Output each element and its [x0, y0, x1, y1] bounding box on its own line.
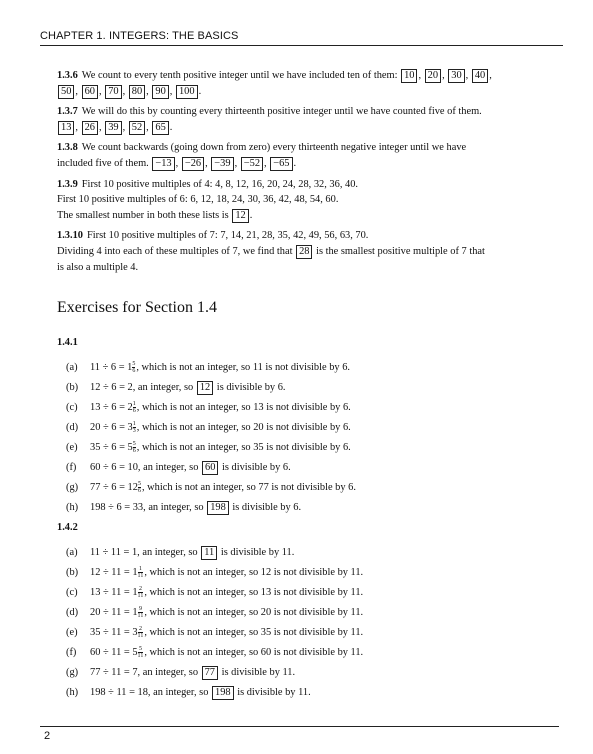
solution-block — [57, 228, 559, 275]
text-run: , — [234, 157, 240, 169]
boxed-answer: 77 — [202, 666, 218, 680]
problem-number: 1.3.6 — [57, 70, 78, 81]
text-run: is divisible by 11. — [234, 687, 311, 699]
fraction — [133, 421, 136, 434]
text-run: We count to every tenth positive integer until we have included ten of them: — [81, 70, 401, 81]
boxed-answer: 40 — [472, 69, 488, 83]
text-run: 198 ÷ 6 = 33, an integer, so — [90, 502, 207, 514]
text-run: , which is not an integer, so 13 is not divisible by 11. — [144, 587, 364, 599]
item-label: (c) — [66, 402, 78, 414]
fraction-numerator: 1 — [138, 566, 142, 573]
text-run: , which is not an integer, so 77 is not divisible by 6. — [141, 482, 356, 494]
boxed-answer: 198 — [207, 501, 229, 515]
text-run: is divisible by 11. — [219, 667, 296, 679]
text-run: 35 ÷ 6 = 5 — [90, 442, 133, 454]
page-number: 2 — [44, 730, 51, 742]
fraction — [138, 481, 141, 494]
item-label: (a) — [66, 362, 78, 374]
text-run: We count backwards (going down from zero) every thirteenth negative integer until we have — [81, 142, 467, 154]
text-run: , — [146, 121, 152, 133]
solutions-list — [57, 68, 559, 275]
text-run: , — [122, 85, 128, 97]
text-run: . — [293, 157, 297, 169]
fraction-denominator: 11 — [137, 593, 144, 600]
solution-line — [57, 208, 559, 224]
text-run: 77 ÷ 6 = 12 — [90, 482, 138, 494]
exercise-item — [66, 358, 559, 378]
fraction — [138, 586, 144, 599]
boxed-answer: −65 — [270, 157, 292, 171]
fraction-numerator: 5 — [132, 361, 136, 368]
exercise-number: 1.4.1 — [57, 337, 78, 349]
text-run: 11 ÷ 6 = 1 — [90, 362, 133, 374]
boxed-answer: 26 — [82, 121, 98, 135]
exercise-item — [66, 438, 559, 458]
text-run: . — [198, 85, 202, 97]
solution-line — [57, 192, 559, 208]
boxed-answer: 198 — [212, 686, 234, 700]
fraction-denominator: 11 — [137, 653, 144, 660]
text-run: , — [465, 70, 471, 81]
text-run: is also a multiple 4. — [57, 261, 139, 273]
text-run: The smallest number in both these lists is — [57, 209, 232, 221]
text-run: , — [75, 85, 81, 97]
text-run: , — [169, 85, 175, 97]
text-run: , — [75, 121, 81, 133]
text-run: , which is not an integer, so 35 is not divisible by 11. — [144, 627, 364, 639]
exercise-item — [66, 378, 559, 398]
item-label: (f) — [66, 647, 77, 659]
fraction — [133, 441, 136, 454]
exercise-item — [66, 458, 559, 478]
item-label: (e) — [66, 627, 78, 639]
text-run: We will do this by counting every thirteenth positive integer until we have counted five of them. — [81, 106, 482, 118]
boxed-answer: 60 — [202, 461, 218, 475]
text-run: , — [205, 157, 211, 169]
item-label: (d) — [66, 607, 79, 619]
boxed-answer: 13 — [58, 121, 74, 135]
solution-line — [57, 228, 559, 244]
boxed-answer: 30 — [448, 69, 464, 83]
boxed-answer: 65 — [152, 121, 168, 135]
solution-line — [57, 104, 559, 120]
text-run: First 10 positive multiples of 4: 4, 8, 12, 16, 20, 24, 28, 32, 36, 40. — [81, 178, 359, 190]
chapter-header: CHAPTER 1. INTEGERS: THE BASICS — [40, 30, 563, 46]
text-run: , — [146, 85, 152, 97]
text-run: . — [249, 209, 253, 221]
text-run: 35 ÷ 11 = 3 — [90, 627, 138, 639]
problem-number: 1.3.9 — [57, 178, 78, 190]
fraction-numerator: 5 — [137, 481, 141, 488]
fraction-numerator: 1 — [132, 421, 136, 428]
section-title: Exercises for Section 1.4 — [57, 299, 217, 317]
boxed-answer: 20 — [425, 69, 441, 83]
problem-number: 1.3.10 — [57, 230, 83, 242]
item-label: (c) — [66, 587, 78, 599]
boxed-answer: 80 — [129, 85, 145, 99]
exercise-items — [66, 358, 559, 518]
boxed-answer: −52 — [241, 157, 263, 171]
solution-line — [57, 260, 559, 276]
item-label: (e) — [66, 442, 78, 454]
solution-block — [57, 140, 559, 171]
text-run: , — [418, 70, 424, 81]
text-run: First 10 positive multiples of 7: 7, 14, 21, 28, 35, 42, 49, 56, 63, 70. — [86, 230, 369, 242]
exercise-item — [66, 543, 559, 563]
exercise-item — [66, 663, 559, 683]
boxed-answer: 60 — [82, 85, 98, 99]
text-run: , — [122, 121, 128, 133]
text-run: 13 ÷ 6 = 2 — [90, 402, 133, 414]
fraction-numerator: 5 — [132, 441, 136, 448]
solution-line — [57, 140, 559, 156]
boxed-answer: −26 — [182, 157, 204, 171]
text-run: 60 ÷ 11 = 5 — [90, 647, 138, 659]
exercise-item — [66, 498, 559, 518]
solution-block — [57, 68, 559, 99]
text-run: 11 ÷ 11 = 1, an integer, so — [90, 547, 201, 559]
item-label: (g) — [66, 667, 79, 679]
footer-rule — [40, 726, 559, 727]
text-run: , which is not an integer, so 11 is not divisible by 6. — [136, 362, 350, 374]
exercise-groups — [57, 337, 559, 703]
boxed-answer: 11 — [201, 546, 217, 560]
text-run: 20 ÷ 6 = 3 — [90, 422, 133, 434]
text-run: 77 ÷ 11 = 7, an integer, so — [90, 667, 201, 679]
exercise-item — [66, 563, 559, 583]
exercise-item — [66, 398, 559, 418]
fraction-denominator: 6 — [132, 368, 136, 375]
exercise-item — [66, 583, 559, 603]
exercise-item — [66, 478, 559, 498]
text-run: is divisible by 6. — [214, 382, 286, 394]
fraction-denominator: 11 — [137, 573, 144, 580]
text-run: First 10 positive multiples of 6: 6, 12, 18, 24, 30, 36, 42, 48, 54, 60. — [57, 194, 339, 206]
exercise-item — [66, 643, 559, 663]
solution-block — [57, 177, 559, 224]
fraction-numerator: 1 — [132, 401, 136, 408]
text-run: , which is not an integer, so 60 is not divisible by 11. — [144, 647, 364, 659]
boxed-answer: 39 — [105, 121, 121, 135]
solution-line — [57, 120, 559, 136]
text-run: 12 ÷ 6 = 2, an integer, so — [90, 382, 196, 394]
fraction-numerator: 9 — [138, 606, 142, 613]
problem-number: 1.3.7 — [57, 106, 78, 118]
fraction-denominator: 11 — [137, 613, 144, 620]
solution-block — [57, 104, 559, 135]
fraction-numerator: 2 — [138, 626, 142, 633]
solution-line — [57, 68, 559, 84]
text-run: , — [442, 70, 448, 81]
text-run: 60 ÷ 6 = 10, an integer, so — [90, 462, 201, 474]
text-run: 198 ÷ 11 = 18, an integer, so — [90, 687, 211, 699]
fraction-denominator: 3 — [132, 428, 136, 435]
text-run: 20 ÷ 11 = 1 — [90, 607, 138, 619]
item-label: (g) — [66, 482, 79, 494]
fraction-denominator: 11 — [137, 633, 144, 640]
boxed-answer: 12 — [197, 381, 213, 395]
text-run: Dividing 4 into each of these multiples of 7, we find that — [57, 245, 296, 257]
exercise-item — [66, 603, 559, 623]
boxed-answer: 52 — [129, 121, 145, 135]
exercise-number: 1.4.2 — [57, 522, 78, 534]
fraction — [138, 646, 144, 659]
boxed-answer: −39 — [211, 157, 233, 171]
exercise-item — [66, 418, 559, 438]
boxed-answer: 70 — [105, 85, 121, 99]
fraction — [133, 401, 136, 414]
fraction-denominator: 6 — [137, 488, 141, 495]
text-run: , — [98, 121, 105, 133]
text-run: , — [98, 85, 105, 97]
text-run: included five of them. — [57, 157, 152, 169]
exercise-item — [66, 683, 559, 703]
fraction-denominator: 6 — [132, 408, 136, 415]
text-run: , which is not an integer, so 13 is not divisible by 6. — [136, 402, 351, 414]
exercise-item — [66, 623, 559, 643]
boxed-answer: 90 — [152, 85, 168, 99]
fraction — [138, 606, 144, 619]
text-run: , which is not an integer, so 20 is not divisible by 11. — [144, 607, 364, 619]
item-label: (b) — [66, 567, 79, 579]
boxed-answer: −13 — [152, 157, 174, 171]
boxed-answer: 28 — [296, 245, 312, 259]
item-label: (h) — [66, 687, 79, 699]
solution-line — [57, 156, 559, 172]
solution-line — [57, 177, 559, 193]
item-label: (a) — [66, 547, 78, 559]
text-run: is divisible by 6. — [219, 462, 291, 474]
boxed-answer: 12 — [232, 209, 248, 223]
fraction-numerator: 5 — [138, 646, 142, 653]
problem-number: 1.3.8 — [57, 142, 78, 154]
item-label: (h) — [66, 502, 79, 514]
fraction-denominator: 6 — [132, 448, 136, 455]
boxed-answer: 50 — [58, 85, 74, 99]
text-run: 12 ÷ 11 = 1 — [90, 567, 138, 579]
solution-line — [57, 244, 559, 260]
text-run: , — [175, 157, 181, 169]
text-run: , — [264, 157, 270, 169]
fraction-numerator: 2 — [138, 586, 142, 593]
item-label: (f) — [66, 462, 77, 474]
boxed-answer: 10 — [401, 69, 417, 83]
item-label: (d) — [66, 422, 79, 434]
fraction — [138, 626, 144, 639]
exercise-items — [66, 543, 559, 703]
text-run: , which is not an integer, so 35 is not divisible by 6. — [136, 442, 351, 454]
text-run: , — [489, 70, 492, 81]
fraction — [132, 361, 135, 374]
fraction — [138, 566, 144, 579]
item-label: (b) — [66, 382, 79, 394]
text-run: is divisible by 6. — [229, 502, 302, 514]
text-run: . — [169, 121, 173, 133]
solution-line — [57, 84, 559, 100]
text-run: is divisible by 11. — [218, 547, 295, 559]
page-content — [57, 68, 559, 703]
text-run: , which is not an integer, so 20 is not divisible by 6. — [136, 422, 351, 434]
boxed-answer: 100 — [176, 85, 198, 99]
text-run: , which is not an integer, so 12 is not divisible by 11. — [144, 567, 364, 579]
text-run: 13 ÷ 11 = 1 — [90, 587, 138, 599]
text-run: is the smallest positive multiple of 7 that — [313, 245, 485, 257]
